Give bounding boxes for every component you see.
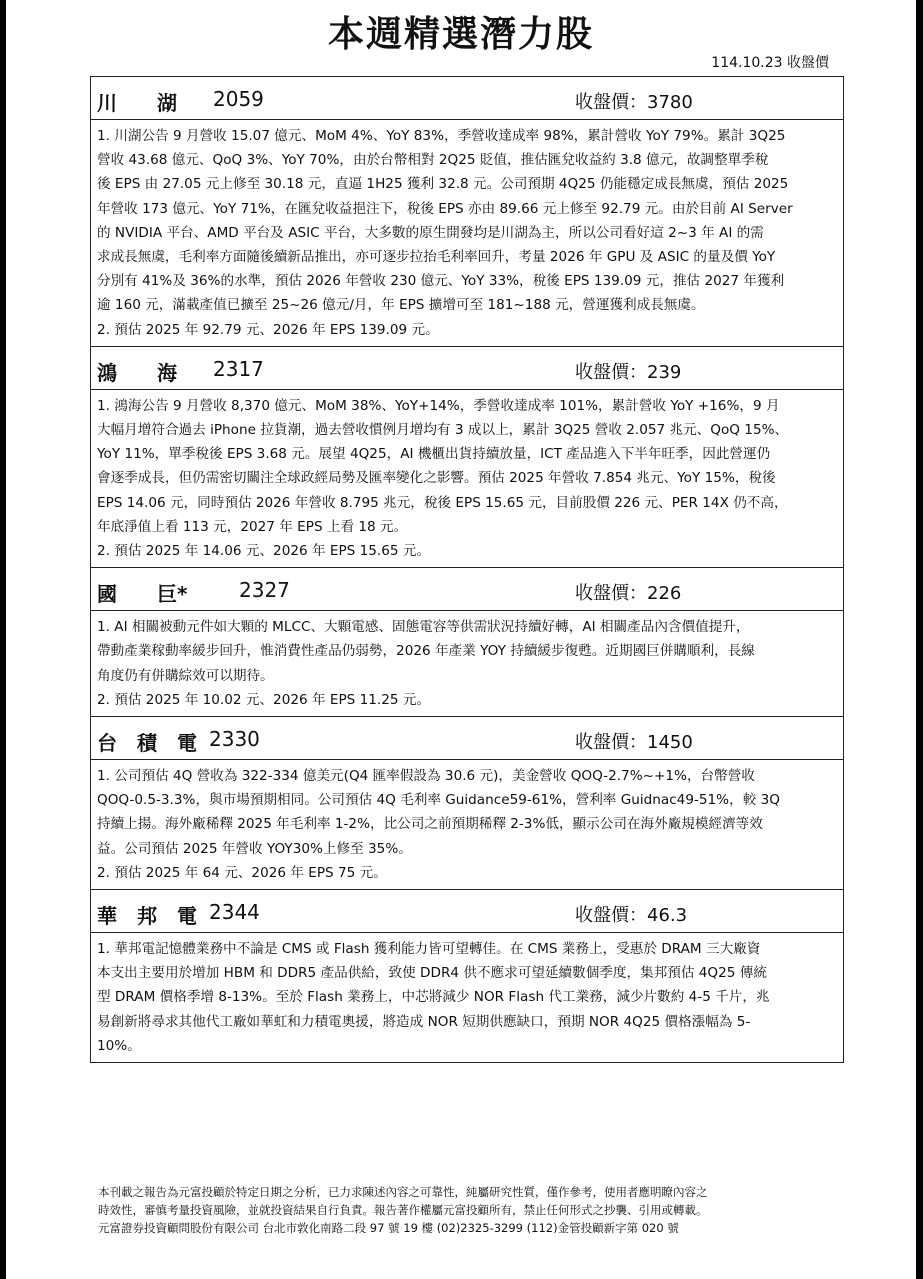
stock-analysis bbox=[91, 933, 843, 1062]
analysis-line: 會逐季成長，但仍需密切關注全球政經局勢及匯率變化之影響。預估 2025 年營收 7.854 兆元、YoY 15%，稅後 bbox=[97, 470, 776, 487]
stock-header bbox=[91, 717, 843, 760]
eps-estimate: 2. 預估 2025 年 10.02 元、2026 年 EPS 11.25 元。 bbox=[97, 691, 431, 708]
stock-header bbox=[91, 347, 843, 390]
stock-header bbox=[91, 568, 843, 611]
stock-code: 2330 bbox=[209, 727, 260, 752]
closing-price: 收盤價：1450 bbox=[575, 732, 693, 754]
disclaimer-line: 時效性，審慎考量投資風險，並就投資結果自行負責。報告著作權屬元富投顧所有，禁止任何形式之抄襲、引用或轉載。 bbox=[98, 1203, 708, 1217]
report-page bbox=[6, 0, 916, 1279]
analysis-line: 1. 川湖公告 9 月營收 15.07 億元、MoM 4%、YoY 83%，季營收達成率 98%，累計營收 YoY 79%。累計 3Q25 bbox=[97, 128, 786, 144]
closing-price: 收盤價：3780 bbox=[575, 92, 693, 113]
stock-name: 鴻 海 bbox=[97, 360, 177, 385]
stock-analysis bbox=[91, 611, 843, 717]
stock-table bbox=[90, 76, 844, 1063]
analysis-line: 求成長無虞，毛利率方面隨後續新品推出，亦可逐步拉抬毛利率回升，考量 2026 年 GPU 及 ASIC 的量及價 YoY bbox=[97, 249, 776, 266]
page-title: 本週精選潛力股 bbox=[327, 14, 594, 55]
analysis-line: 型 DRAM 價格季增 8-13%。至於 Flash 業務上，中芯將減少 NOR Flash 代工業務，減少片數約 4-5 千片，兆 bbox=[97, 989, 770, 1006]
analysis-line: 後 EPS 由 27.05 元上修至 30.18 元，直逼 1H25 獲利 32.8 元。公司預期 4Q25 仍能穩定成長無虞，預估 2025 bbox=[97, 176, 789, 193]
closing-price: 收盤價：239 bbox=[575, 361, 682, 383]
stock-name: 國 巨* bbox=[97, 582, 188, 607]
stock-code: 2344 bbox=[209, 900, 260, 925]
analysis-line: YoY 11%，單季稅後 EPS 3.68 元。展望 4Q25，AI 機櫃出貨持續放量，ICT 產品進入下半年旺季，因此營運仍 bbox=[97, 446, 771, 463]
analysis-line: 帶動產業稼動率緩步回升，惟消費性產品仍弱勢，2026 年產業 YOY 持續緩步復甦。近期國巨併購順利，長線 bbox=[97, 643, 755, 660]
closing-price: 收盤價：46.3 bbox=[575, 905, 688, 927]
analysis-line: 1. 公司預估 4Q 營收為 322-334 億美元(Q4 匯率假設為 30.6 元)，美金營收 QOQ-2.7%~+1%，台幣營收 bbox=[97, 768, 755, 785]
analysis-line: EPS 14.06 元，同時預估 2026 年營收 8.795 兆元，稅後 EPS 15.65 元，目前股價 226 元、PER 14X 仍不高， bbox=[97, 494, 788, 511]
stock-code: 2059 bbox=[213, 87, 264, 111]
stock-name: 台 積 電 bbox=[97, 731, 197, 756]
eps-estimate: 2. 預估 2025 年 14.06 元、2026 年 EPS 15.65 元。 bbox=[97, 543, 431, 560]
analysis-line: 大幅月增符合過去 iPhone 拉貨潮，過去營收慣例月增均有 3 成以上，累計 3Q25 營收 2.057 兆元、QoQ 15%、 bbox=[97, 422, 789, 439]
analysis-line: 逾 160 元，滿載產值已擴至 25~26 億元/月，年 EPS 擴增可至 181~188 元，營運獲利成長無虞。 bbox=[97, 297, 705, 314]
stock-header bbox=[91, 890, 843, 933]
stock-analysis bbox=[91, 760, 843, 890]
analysis-line: 的 NVIDIA 平台、AMD 平台及 ASIC 平台，大多數的原生開發均是川湖為主，所以公司看好這 2~3 年 AI 的需 bbox=[97, 224, 764, 241]
stock-code: 2317 bbox=[213, 356, 264, 381]
analysis-line: 1. 鴻海公告 9 月營收 8,370 億元、MoM 38%、YoY+14%，季營收達成率 101%，累計營收 YoY +16%，9 月 bbox=[97, 397, 780, 414]
disclaimer bbox=[98, 1183, 838, 1237]
analysis-line: 益。公司預估 2025 年營收 YOY30%上修至 35%。 bbox=[97, 840, 412, 857]
disclaimer-line: 元富證券投資顧問股份有限公司 台北市敦化南路二段 97 號 19 樓 (02)2325-3299 (112)金管投顧新字第 020 號 bbox=[98, 1221, 679, 1235]
analysis-line: 年底淨值上看 113 元，2027 年 EPS 上看 18 元。 bbox=[97, 518, 408, 535]
analysis-line: 10%。 bbox=[97, 1037, 141, 1054]
stock-header bbox=[91, 77, 843, 120]
stock-code: 2327 bbox=[239, 578, 290, 603]
eps-estimate: 2. 預估 2025 年 64 元、2026 年 EPS 75 元。 bbox=[97, 864, 387, 881]
analysis-line: 分別有 41%及 36%的水準，預估 2026 年營收 230 億元、YoY 33%，稅後 EPS 139.09 元，推估 2027 年獲利 bbox=[97, 273, 785, 290]
analysis-line: QOQ-0.5-3.3%，與市場預期相同。公司預估 4Q 毛利率 Guidance59-61%，營利率 Guidnac49-51%，較 3Q bbox=[97, 792, 780, 809]
closing-price: 收盤價：226 bbox=[575, 583, 682, 605]
analysis-line: 1. AI 相關被動元件如大顆的 MLCC、大顆電感、固態電容等供需狀況持續好轉，AI 相關產品內含價值提升， bbox=[97, 619, 750, 636]
eps-estimate: 2. 預估 2025 年 92.79 元、2026 年 EPS 139.09 元。 bbox=[97, 321, 439, 338]
analysis-line: 角度仍有併購綜效可以期待。 bbox=[97, 667, 274, 684]
stock-analysis bbox=[91, 120, 843, 347]
disclaimer-line: 本刊載之報告為元富投顧於特定日期之分析，已力求陳述內容之可靠性，純屬研究性質，僅作參考，使用者應明瞭內容之 bbox=[98, 1185, 708, 1199]
analysis-line: 年營收 173 億元、YoY 71%，在匯兌收益挹注下，稅後 EPS 亦由 89.66 元上修至 92.79 元。由於目前 AI Server bbox=[97, 200, 793, 217]
analysis-line: 持續上揚。海外廠稀釋 2025 年毛利率 1-2%，比公司之前預期稀釋 2-3%低，顯示公司在海外廠規模經濟等效 bbox=[97, 816, 763, 833]
analysis-line: 1. 華邦電記憶體業務中不論是 CMS 或 Flash 獲利能力皆可望轉佳。在 CMS 業務上，受惠於 DRAM 三大廠資 bbox=[97, 941, 761, 958]
analysis-line: 營收 43.68 億元、QoQ 3%、YoY 70%，由於台幣相對 2Q25 貶值，推估匯兌收益約 3.8 億元，故調整單季稅 bbox=[97, 152, 769, 169]
analysis-line: 易創新將尋求其他代工廠如華虹和力積電奧援，將造成 NOR 短期供應缺口，預期 NOR 4Q25 價格漲幅為 5- bbox=[97, 1013, 751, 1030]
stock-name: 華 邦 電 bbox=[97, 904, 197, 929]
analysis-line: 本支出主要用於增加 HBM 和 DDR5 產品供給，致使 DDR4 供不應求可望延續數個季度，集邦預估 4Q25 傳統 bbox=[97, 965, 767, 982]
stock-analysis bbox=[91, 390, 843, 568]
close-date: 114.10.23 收盤價 bbox=[711, 55, 829, 71]
stock-name: 川 湖 bbox=[97, 91, 177, 115]
